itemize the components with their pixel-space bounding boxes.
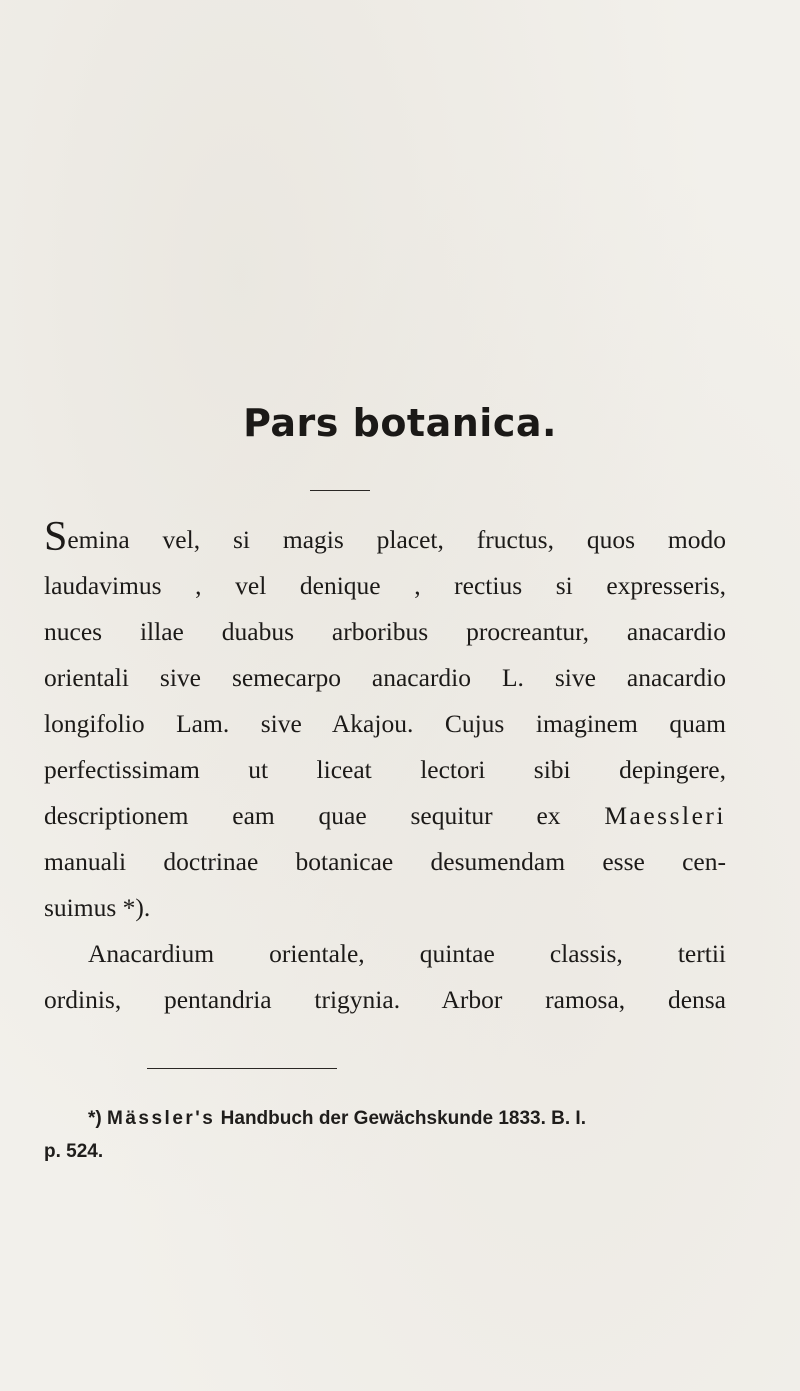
body-line: Anacardium orientale, quintae classis, tertii [88, 939, 726, 968]
body-text [44, 514, 726, 1023]
body-line [44, 514, 726, 563]
body-line-text: emina vel, si magis placet, fructus, quos modo [67, 525, 726, 554]
title-divider [310, 490, 370, 491]
author-name-spaced: Maessleri [604, 801, 726, 830]
drop-cap: S [44, 514, 68, 560]
section-title: Pars botanica. [243, 401, 557, 445]
body-line: laudavimus , vel denique , rectius si expresseris, [44, 571, 726, 600]
body-line: perfectissimam ut liceat lectori sibi depingere, [44, 755, 726, 784]
footnote-line [44, 1102, 726, 1135]
footnote-divider [147, 1068, 337, 1069]
body-line: orientali sive semecarpo anacardio L. sive anacardio [44, 663, 726, 692]
body-line: manuali doctrinae botanicae desumendam esse cen- [44, 847, 726, 876]
body-line: longifolio Lam. sive Akajou. Cujus imaginem quam [44, 709, 726, 738]
body-line: nuces illae duabus arboribus procreantur, anacardio [44, 617, 726, 646]
footnote-author: Mässler's [107, 1108, 216, 1129]
footnote-text: Handbuch der Gewächskunde 1833. B. I. [215, 1108, 586, 1129]
footnote [44, 1102, 726, 1168]
body-line-text: descriptionem eam quae sequitur ex [44, 801, 605, 830]
body-line: ordinis, pentandria trigynia. Arbor ramosa, densa [44, 985, 726, 1014]
body-line: suimus *). [44, 893, 151, 922]
footnote-marker: *) [88, 1108, 102, 1129]
footnote-page-ref: p. 524. [44, 1141, 104, 1162]
body-line [44, 793, 726, 839]
